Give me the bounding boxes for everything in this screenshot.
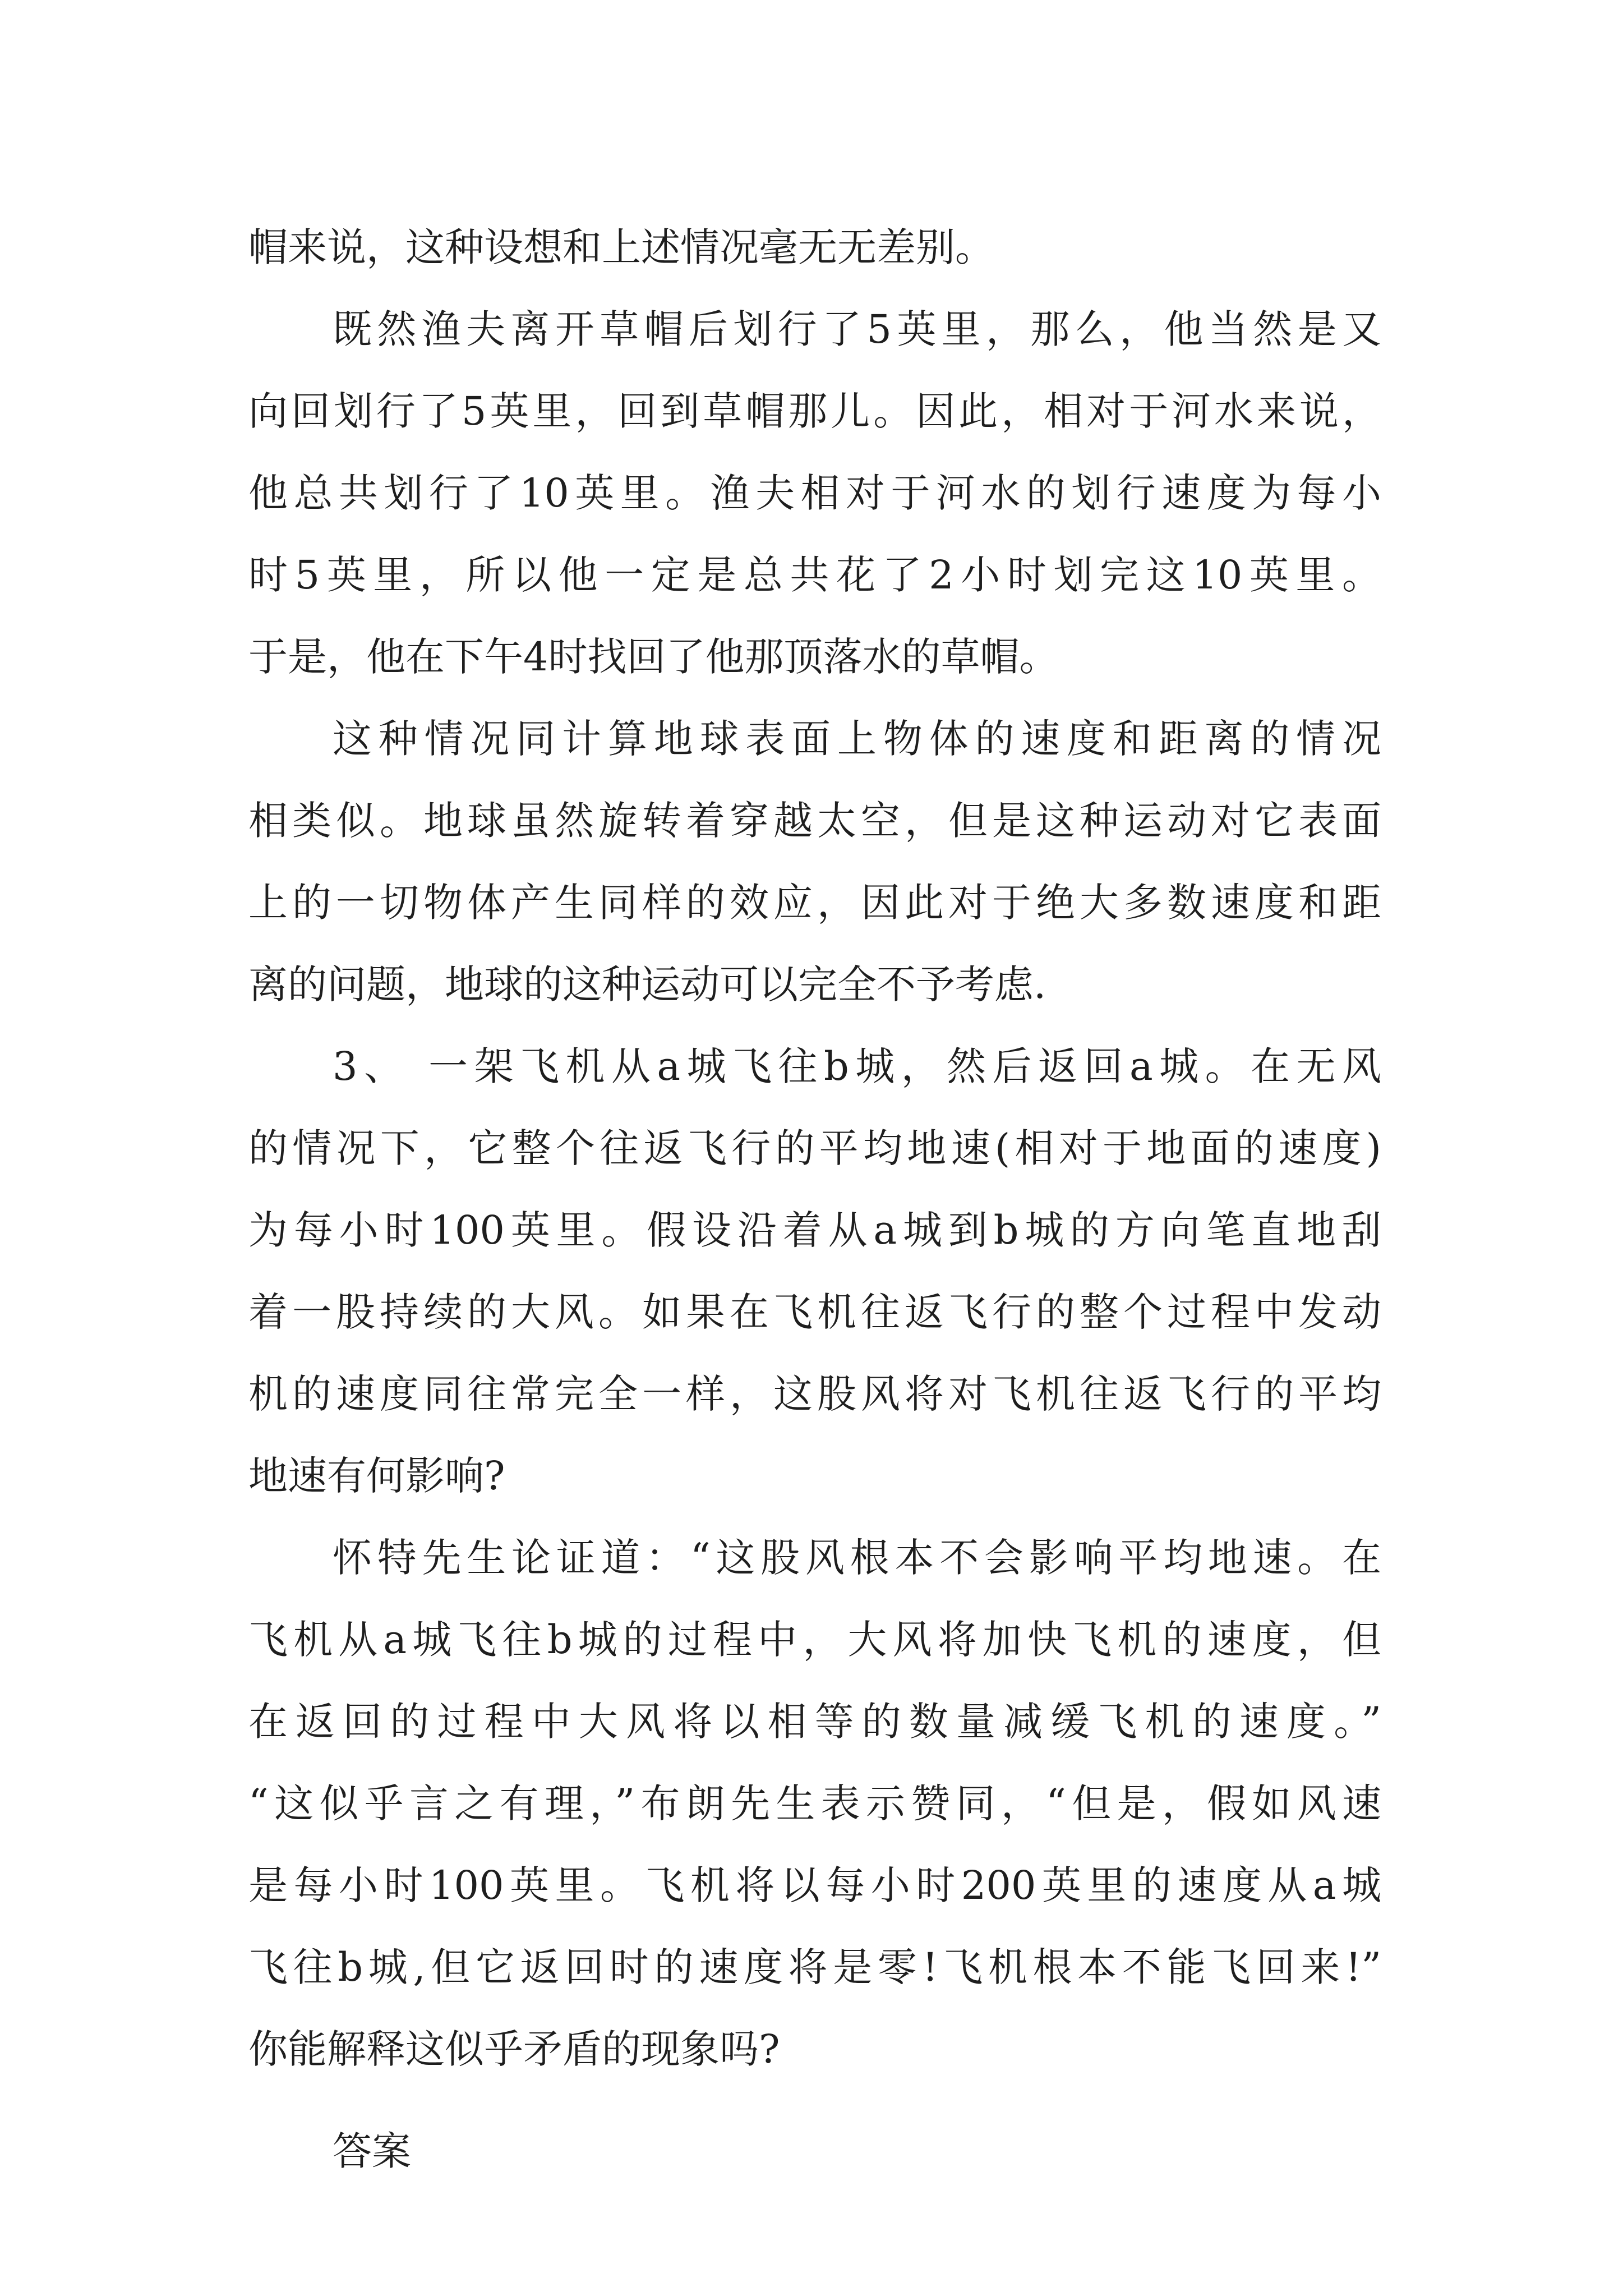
- text-line: 机的速度同往常完全一样，这股风将对飞机往返飞行的平均: [248, 1371, 1381, 1417]
- text-line: 上的一切物体产生同样的效应，因此对于绝大多数速度和距: [248, 880, 1381, 926]
- text-line: 向回划行了5英里，回到草帽那儿。因此，相对于河水来说，: [248, 388, 1381, 434]
- text-line: 地速有何影响?: [248, 1453, 505, 1499]
- text-line: 他总共划行了10英里。渔夫相对于河水的划行速度为每小: [248, 470, 1381, 516]
- text-line: 飞机从a城飞往b城的过程中，大风将加快飞机的速度，但: [248, 1617, 1381, 1663]
- text-line: 帽来说，这种设想和上述情况毫无无差别。: [248, 224, 994, 270]
- text-line: 为每小时100英里。假设沿着从a城到b城的方向笔直地刮: [248, 1207, 1381, 1253]
- text-line: 在返回的过程中大风将以相等的数量减缓飞机的速度。”: [248, 1699, 1381, 1745]
- text-line: 你能解释这似乎矛盾的现象吗?: [248, 2026, 780, 2072]
- text-line: 飞往b城,但它返回时的速度将是零!飞机根本不能飞回来!”: [248, 1944, 1381, 1990]
- text-line: 的情况下，它整个往返飞行的平均地速(相对于地面的速度): [248, 1125, 1381, 1171]
- paragraph-first-line: 这种情况同计算地球表面上物体的速度和距离的情况: [333, 716, 1381, 762]
- text-line: 是每小时100英里。飞机将以每小时200英里的速度从a城: [248, 1862, 1381, 1908]
- paragraph-first-line: 既然渔夫离开草帽后划行了5英里，那么，他当然是又: [333, 306, 1381, 352]
- text-line: 着一股持续的大风。如果在飞机往返飞行的整个过程中发动: [248, 1289, 1381, 1335]
- question-first-line: 3、 一架飞机从a城飞往b城，然后返回a城。在无风: [333, 1043, 1381, 1089]
- text-line: 相类似。地球虽然旋转着穿越太空，但是这种运动对它表面: [248, 798, 1381, 844]
- text-line: 离的问题，地球的这种运动可以完全不予考虑.: [248, 961, 1046, 1007]
- answer-heading: 答案: [333, 2128, 411, 2174]
- paragraph-first-line: 怀特先生论证道：“这股风根本不会影响平均地速。在: [333, 1535, 1381, 1581]
- text-line: 于是，他在下午4时找回了他那顶落水的草帽。: [248, 634, 1059, 680]
- document-body: [248, 206, 1381, 2192]
- text-line: 时5英里，所以他一定是总共花了2小时划完这10英里。: [248, 552, 1381, 598]
- text-line: “这似乎言之有理，”布朗先生表示赞同，“但是，假如风速: [248, 1780, 1381, 1826]
